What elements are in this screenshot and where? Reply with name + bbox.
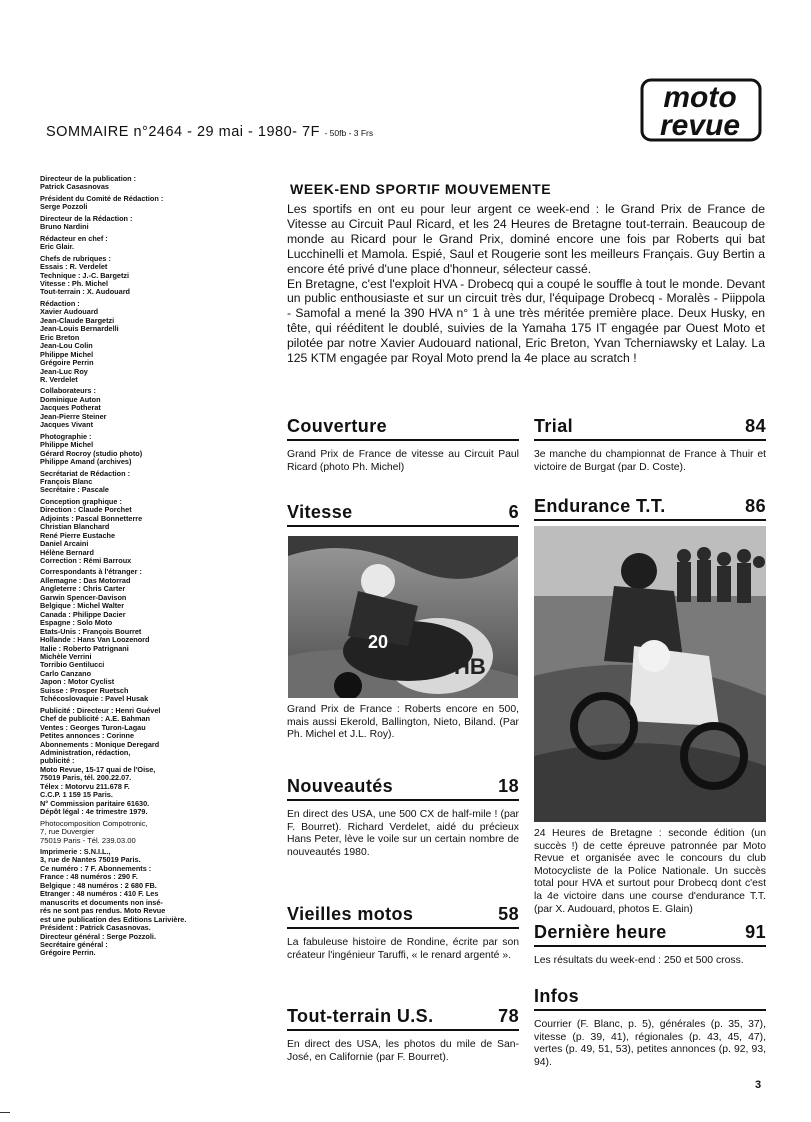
credit-line: Rédaction : [40,298,80,308]
section-title: Trial [534,416,574,436]
section-title: Tout-terrain U.S. [287,1006,434,1026]
credit-group [40,433,240,467]
credit-line: Président du Comité de Rédaction : [40,193,164,203]
credit-line: Dépôt légal : 4e trimestre 1979. [40,807,148,817]
credit-line: Michèle Verrini [40,652,92,662]
section-title: Endurance T.T. [534,496,666,516]
credit-line: Jacques Vivant [40,420,93,430]
credit-line: Espagne : Solo Moto [40,618,113,628]
credit-line: Philippe Michel [40,349,94,359]
credit-line: Directeur général : Serge Pozzoli. [40,931,156,941]
logo-line1: moto [663,81,737,114]
sommaire-label: SOMMAIRE [46,124,129,140]
credit-line: Essais : R. Verdelet [40,262,108,272]
credit-line: Administration, rédaction, [40,748,131,757]
credit-line: Bruno Nardini [40,222,89,232]
foreign-price: - 50fb - 3 Frs [324,128,374,138]
credit-group [40,387,240,429]
photo-sponsor: HB [454,654,486,679]
section-text: 24 Heures de Bretagne : seconde édition (un succès !) de cette épreuve patronnée par Moto Revue et organisée avec le concours du club Motocycliste de la Police Nationale. Un succès total pour HVA et surtout pour Drobecq dont c'est la 4e victoire dans une course d'endurance T.T. (par X. Audouard, photos E. Glain) [534,828,766,915]
lead-title: WEEK-END SPORTIF MOUVEMENTE [290,181,552,197]
issue-info: n°2464 - 29 mai - 1980- 7F [133,124,320,140]
section-title: Nouveautés [287,776,394,796]
credit-group [40,175,240,192]
photo-number: 20 [368,632,389,652]
credit-line: Secrétaire général : [40,939,108,949]
credit-line: Belgique : 48 numéros : 2 680 FB. [40,880,157,890]
credit-line: Jacques Potherat [40,403,101,413]
credit-group [40,498,240,566]
credit-line: 3, rue de Nantes 75019 Paris. [40,855,141,865]
credit-line: Christian Blanchard [40,522,110,532]
credit-line: Xavier Audouard [40,307,99,317]
credit-line: France : 48 numéros : 290 F. [40,872,138,882]
section-page: 84 [745,416,766,436]
credit-group [40,568,240,703]
section-nouveautes [287,776,519,859]
section-vieilles-motos [287,904,519,962]
credit-line: C.C.P. 1 159 15 Paris. [40,790,113,800]
credit-group [40,195,240,212]
section-page: 58 [498,904,519,924]
section-title: Infos [534,986,579,1006]
section-trial [534,416,766,474]
section-endurance [534,496,766,521]
credit-line: Carlo Canzano [40,668,92,678]
credit-group [40,820,240,845]
credit-line: Grégoire Perrin [40,358,94,368]
lead-article [287,202,765,366]
credit-line: Philippe Amand (archives) [40,457,132,467]
credit-line: Suisse : Prosper Ruetsch [40,685,129,695]
credit-line: Président : Patrick Casasnovas. [40,923,151,933]
credit-line: Conception graphique : [40,496,122,506]
credit-line: Garwin Spencer-Davison [40,592,127,602]
credit-line: Torribio Gentilucci [40,660,105,670]
credit-line: Vitesse : Ph. Michel [40,278,108,288]
section-text: Courrier (F. Blanc, p. 5), générales (p. 35, 37), vitesse (p. 39, 41), régionales (p. 43, 45, 47), vertes (p. 49, 51, 53), petites annonces (p. 92, 93, 94). [534,1019,766,1068]
credit-line: Patrick Casasnovas [40,182,109,192]
credit-line: Collaborateurs : [40,386,96,396]
credit-line: manuscrits et documents non insé- [40,897,163,907]
credit-line: Secrétaire : Pascale [40,485,109,495]
credit-group [40,848,240,958]
credit-line: René Pierre Eustache [40,530,116,540]
credit-line: Etranger : 48 numéros : 410 F. Les [40,889,159,899]
section-page: 86 [745,496,766,516]
credit-line: Jean-Luc Roy [40,366,88,376]
section-tout-terrain [287,1006,519,1064]
credit-line: Photographie : [40,431,92,441]
section-page: 6 [508,502,519,522]
moto-revue-logo [640,78,762,142]
credit-group [40,300,240,385]
vitesse-photo [288,536,518,698]
credit-line: Angleterre : Chris Carter [40,584,126,594]
credit-line: R. Verdelet [40,374,78,384]
credit-line: Directeur de la Rédaction : [40,213,133,223]
credit-line: Gérard Rocroy (studio photo) [40,448,143,458]
credit-line: Chefs de rubriques : [40,253,111,263]
credit-line: Serge Pozzoli [40,202,88,212]
section-infos [534,986,766,1069]
credit-line: Technique : J.-C. Bargetzi [40,270,130,280]
endurance-photo [534,526,766,822]
section-text: 3e manche du championnat de France à Thuir et victoire de Burgat (par D. Coste). [534,449,766,473]
credit-line: Italie : Roberto Patrignani [40,643,129,653]
credit-line: Adjoints : Pascal Bonnetterre [40,513,143,523]
section-text: La fabuleuse histoire de Rondine, écrite par son créateur l'ingénieur Taruffi, « le renard argenté ». [287,937,519,961]
section-endurance-caption [534,828,766,916]
lead-paragraph: En Bretagne, c'est l'exploit HVA - Drobecq qui a coupé le souffle à tout le monde. Devant un public enthousiaste et sur un circuit très dur, l'équipage Drobecq - Moralès - Piippola - Samofal a mené la 390 HVA n° 1 à une très méritée première place. Deux Husky, en tête, qui rééditent le doublé, suivies de la Yamaha 175 IT engagée par Ouest Moto et pilotée par notre Xavier Audouard national, Eric Breton, Yvan Tcherniawsky et Lalay. La 125 KTM engagée par Royal Moto prend la 4e place au scratch ! [287,276,765,366]
logo-line2: revue [659,109,741,142]
credit-line: Moto Revue, 15-17 quai de l'Oise, [40,764,156,774]
credit-line: Eric Breton [40,332,80,342]
section-text: Grand Prix de France de vitesse au Circuit Paul Ricard (photo Ph. Michel) [287,449,519,473]
credit-group [40,255,240,297]
credit-line: Belgique : Michel Walter [40,601,125,611]
section-title: Couverture [287,416,388,436]
credit-line: Correction : Rémi Barroux [40,556,132,566]
credit-line: Daniel Arcaini [40,539,89,549]
credit-line: Ventes : Georges Turon-Lagau [40,722,146,732]
section-vitesse [287,502,519,527]
section-text: En direct des USA, les photos du mile de San-José, en Californie (par F. Bourret). [287,1039,519,1063]
section-title: Vitesse [287,502,353,522]
section-couverture [287,416,519,474]
credit-line: François Blanc [40,476,93,486]
credit-line: Jean-Pierre Steiner [40,411,107,421]
credit-line: publicité : [40,756,75,766]
credit-line: Allemagne : Das Motorrad [40,575,131,585]
credit-line: Grégoire Perrin. [40,948,96,958]
credit-line: Tout-terrain : X. Audouard [40,287,130,297]
credit-line: Hollande : Hans Van Loozenord [40,635,150,645]
credit-line: est une publication des Editions Larivière. [40,914,187,924]
credit-group [40,215,240,232]
section-title: Dernière heure [534,922,667,942]
page-number: 3 [755,1079,762,1091]
masthead-credits [40,175,240,961]
credit-line: Tchécoslovaquie : Pavel Husak [40,694,149,704]
credit-line: Etats-Unis : François Bourret [40,626,142,636]
credit-line: Eric Glair. [40,242,75,252]
credit-line: Dominique Auton [40,394,101,404]
credit-line: Jean-Claude Bargetzi [40,315,115,325]
credit-line: Canada : Philippe Dacier [40,609,126,619]
crop-mark [0,1112,10,1113]
credit-line: Télex : Motorvu 211.678 F. [40,781,130,791]
credit-line: Abonnements : Monique Deregard [40,739,160,749]
credit-line: Directeur de la publication : [40,174,137,183]
credit-line: Japon : Motor Cyclist [40,677,115,687]
issue-header [46,124,373,140]
credit-line: 7, rue Duvergier [40,827,95,837]
credit-line: Ce numéro : 7 F. Abonnements : [40,863,152,873]
credit-line: Petites annonces : Corinne [40,731,135,741]
section-page: 18 [498,776,519,796]
section-derniere-heure [534,922,766,968]
section-page: 91 [745,922,766,942]
credit-line: Photocomposition Compotronic, [40,818,148,828]
credit-group [40,707,240,817]
credit-line: Publicité : Directeur : Henri Guével [40,705,161,715]
credit-line: Secrétariat de Rédaction : [40,468,131,478]
lead-paragraph: Les sportifs en ont eu pour leur argent ce week-end : le Grand Prix de France de Vitesse au Circuit Paul Ricard, et les 24 Heures de Bretagne tout-terrain. Beaucoup de monde au Ricard pour le Grand Prix, dominé encore une fois par Roberts qui bat Lucchinelli et Mamola. Espié, Saul et Rougerie sont les meilleurs Français. Guy Bertin a encore été privé d'une place d'honneur, sélecteur cassé. [287,202,765,276]
credit-line: 75019 Paris - Tél. 239.03.00 [40,835,136,845]
credit-line: 75019 Paris, tél. 200.22.07. [40,773,132,783]
section-title: Vieilles motos [287,904,414,924]
credit-line: Direction : Claude Porchet [40,505,132,515]
credit-group [40,470,240,495]
credit-line: Imprimerie : S.N.I.L., [40,846,111,856]
credit-group [40,235,240,252]
credit-line: Rédacteur en chef : [40,233,108,243]
credit-line: N° Commission paritaire 61630. [40,798,150,808]
credit-line: Philippe Michel [40,440,94,450]
section-text: Les résultats du week-end : 250 et 500 cross. [534,955,744,966]
section-page: 78 [498,1006,519,1026]
credit-line: Jean-Louis Bernardelli [40,324,119,334]
credit-line: Correspondants à l'étranger : [40,567,142,577]
credit-line: Chef de publicité : A.E. Bahman [40,714,151,724]
credit-line: Jean-Lou Colin [40,341,93,351]
credit-line: rés ne sont pas rendus. Moto Revue [40,906,166,916]
section-text: Grand Prix de France : Roberts encore en 500, mais aussi Ekerold, Ballington, Nieto, Biland. (Par Ph. Michel et J.L. Roy). [287,704,519,741]
section-vitesse-caption [287,704,519,742]
credit-line: Hélène Bernard [40,547,94,557]
section-text: En direct des USA, une 500 CX de half-mile ! (par F. Bourret). Richard Verdelet, aidé du précieux Hans Peter, lève le voile sur un certain nombre de nouveautés 1980. [287,809,519,858]
